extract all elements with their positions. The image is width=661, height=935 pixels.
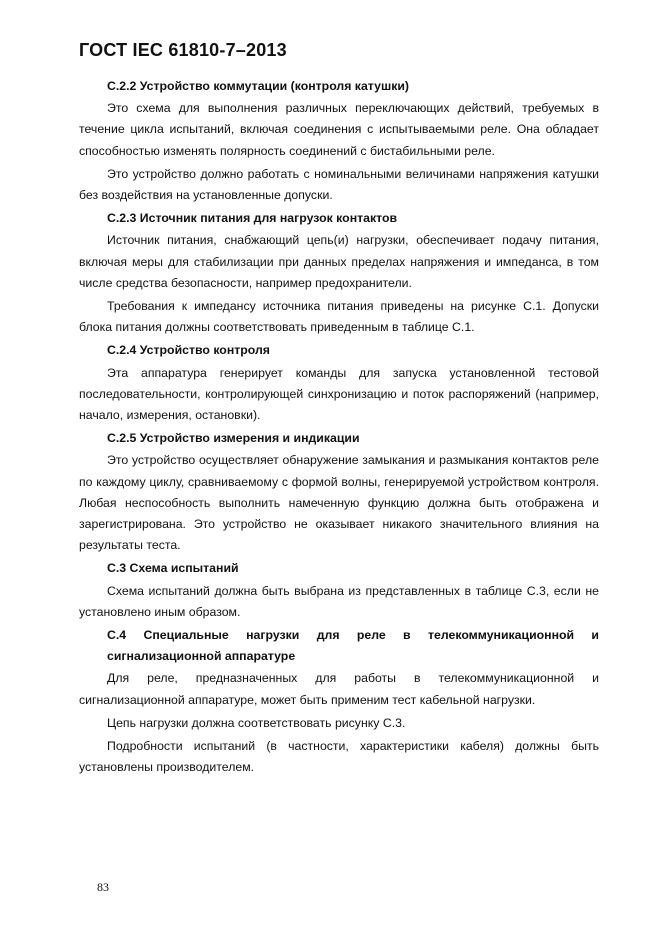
- paragraph: Это устройство осуществляет обнаружение замыкания и размыкания контактов реле по каждому циклу, сравниваемому с формой волны, генерируемой устройством контроля. Любая неспособность выполнить намеченную функцию должна быть отображена и зарегистрирована. Это устройство не оказывает никакого значительного влияния на результаты теста.: [79, 453, 599, 553]
- paragraph: Эта аппаратура генерирует команды для запуска установленной тестовой последовательности, контролирующей синхронизацию и поток распоряжений (например, начало, измерения, остановки).: [79, 365, 599, 423]
- page-number: 83: [97, 880, 109, 894]
- section-heading: С.2.3 Источник питания для нагрузок контактов: [107, 211, 398, 226]
- section-heading: С.2.2 Устройство коммутации (контроля катушки): [107, 79, 410, 93]
- section-c23: [79, 208, 599, 338]
- paragraph: Это схема для выполнения различных переключающих действий, требуемых в течение цикла испытаний, включая соединения с испытываемыми реле. Она обладает способностью изменять полярность соединений с бистабильными реле.: [79, 101, 599, 158]
- section-c3: [79, 558, 599, 623]
- document-title: ГОСТ IEC 61810-7–2013: [79, 40, 287, 60]
- paragraph: Подробности испытаний (в частности, характеристики кабеля) должны быть установлены производителем.: [79, 739, 599, 775]
- paragraph: Это устройство должно работать с номинальными величинами напряжения катушки без воздействия на установленные допуски.: [79, 166, 599, 203]
- paragraph: Схема испытаний должна быть выбрана из представленных в таблице С.3, если не установлено иным образом.: [79, 583, 599, 619]
- section-heading: С.2.4 Устройство контроля: [107, 343, 270, 358]
- paragraph: Для реле, предназначенных для работы в телекоммуникационной и сигнализационной аппаратуре, может быть применим тест кабельной нагрузки.: [79, 671, 599, 707]
- section-c22: [79, 76, 599, 206]
- section-heading: С.3 Схема испытаний: [107, 561, 239, 576]
- section-c25: [79, 428, 599, 556]
- paragraph: Источник питания, снабжающий цепь(и) нагрузки, обеспечивает подачу питания, включая меры для стабилизации при данных пределах напряжения и импеданса, в том числе средства безопасности, например предохранители.: [79, 233, 599, 290]
- section-c4: [79, 625, 599, 778]
- section-heading: С.2.5 Устройство измерения и индикации: [107, 431, 360, 446]
- paragraph: Цепь нагрузки должна соответствовать рисунку С.3.: [107, 715, 406, 730]
- section-heading: С.4 Специальные нагрузки для реле в телекоммуникационной и сигнализационной аппаратуре: [107, 628, 599, 664]
- document-body: [79, 76, 599, 781]
- paragraph: Требования к импедансу источника питания приведены на рисунке С.1. Допуски блока питания должны соответствовать приведенным в таблице С.1.: [79, 299, 599, 335]
- section-c24: [79, 340, 599, 426]
